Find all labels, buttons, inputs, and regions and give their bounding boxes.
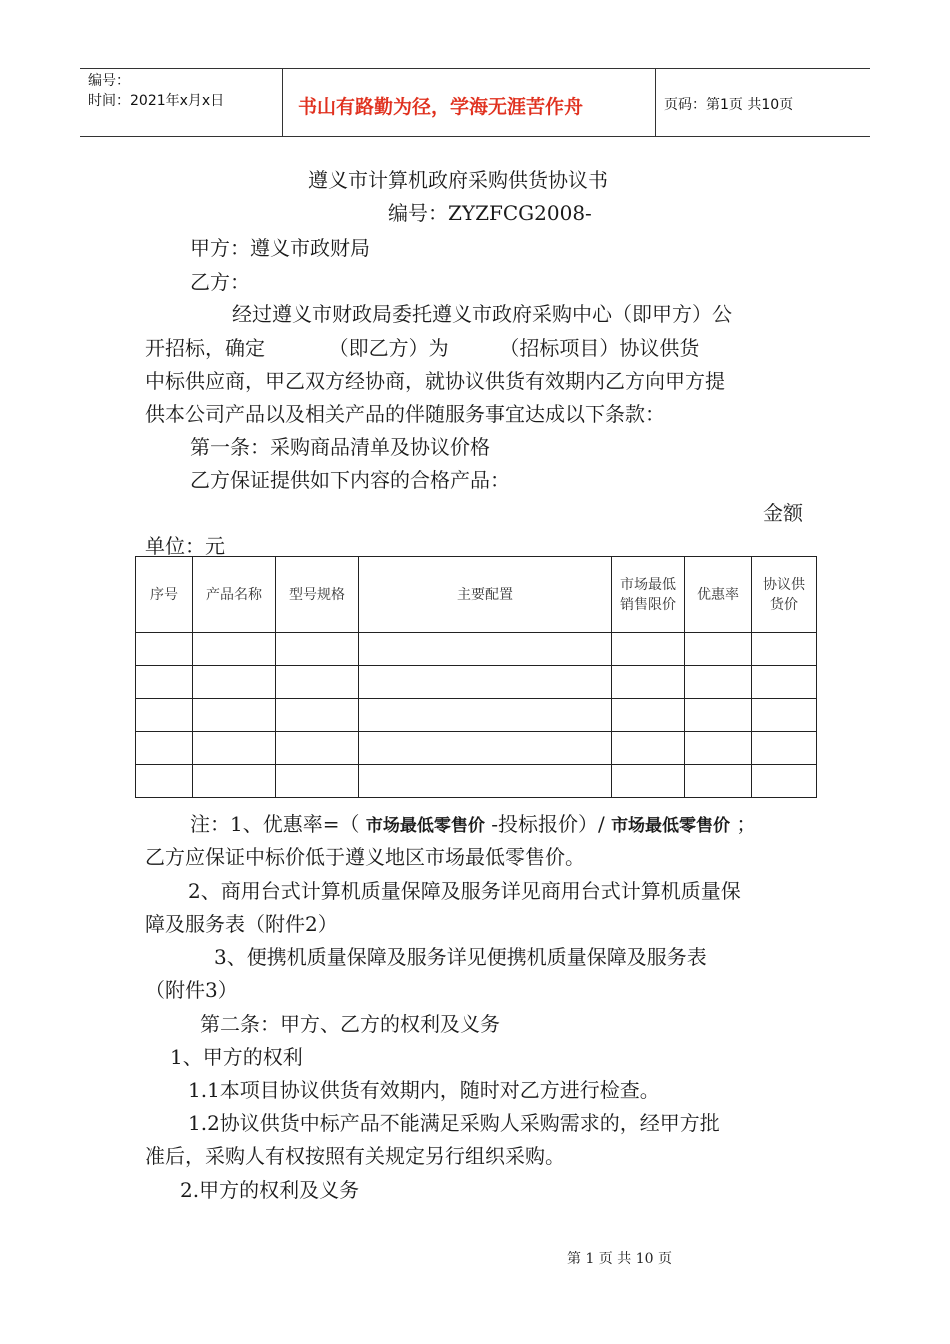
serial-label: 编号： (88, 73, 130, 89)
table-cell (359, 765, 612, 798)
note-2-line-2: 障及服务表（附件2） (145, 912, 338, 936)
table-cell (359, 732, 612, 765)
document-title: 遵义市计算机政府采购供货协议书 (308, 168, 608, 192)
table-row (136, 765, 817, 798)
table-cell (276, 633, 359, 666)
table-cell (276, 666, 359, 699)
article-2-item-1-2-line-1: 1.2协议供货中标产品不能满足采购人采购需求的，经甲方批 (188, 1111, 720, 1135)
intro-line-4: 供本公司产品以及相关产品的伴随服务事宜达成以下条款： (145, 402, 665, 426)
table-row (136, 732, 817, 765)
note-2-line-1: 2、商用台式计算机质量保障及服务详见商用台式计算机质量保 (188, 879, 741, 903)
header-cell-product-name: 产品名称 (193, 557, 276, 633)
amount-label: 金额 (763, 501, 803, 525)
guarantee-text: 乙方保证提供如下内容的合格产品： (190, 468, 510, 492)
note-3-line-2: （附件3） (145, 978, 238, 1002)
article-2-item-1-2-line-2: 准后，采购人有权按照有关规定另行组织采购。 (145, 1144, 565, 1168)
table-cell (136, 765, 193, 798)
table-cell (612, 732, 685, 765)
table-cell (685, 666, 752, 699)
note-1-line-2: 乙方应保证中标价低于遵义地区市场最低零售价。 (145, 845, 585, 869)
table-row (136, 666, 817, 699)
table-cell (752, 666, 817, 699)
table-cell (136, 699, 193, 732)
table-row (136, 699, 817, 732)
article-2-sub-1: 1、甲方的权利 (170, 1045, 303, 1069)
article-2-sub-2: 2.甲方的权利及义务 (180, 1178, 360, 1202)
header-cell-config: 主要配置 (359, 557, 612, 633)
motto: 书山有路勤为径，学海无涯苦作舟 (298, 96, 584, 118)
header-divider-left (282, 68, 283, 136)
note-1-bold-a: 市场最低零售价 (365, 816, 485, 836)
table-cell (612, 666, 685, 699)
note-1 (190, 810, 756, 840)
table-cell (193, 732, 276, 765)
table-cell (193, 765, 276, 798)
page-info: 页码：第1页 共10页 (664, 97, 794, 113)
header-divider-right (655, 68, 656, 136)
header-top-rule (80, 68, 870, 69)
time-label: 时间：2021年x月x日 (88, 93, 225, 109)
table-cell (612, 633, 685, 666)
document-number: 编号：ZYZFCG2008- (388, 201, 592, 225)
intro-line-3: 中标供应商，甲乙双方经协商，就协议供货有效期内乙方向甲方提 (145, 369, 725, 393)
header-cell-index: 序号 (136, 557, 193, 633)
header-cell-discount: 优惠率 (685, 557, 752, 633)
note-1-mid: -投标报价）/ (491, 812, 605, 836)
intro-line-1: 经过遵义市财政局委托遵义市政府采购中心（即甲方）公 (232, 302, 732, 326)
note-1-bold-b: 市场最低零售价 (611, 816, 731, 836)
article-2-item-1-1: 1.1本项目协议供货有效期内，随时对乙方进行检查。 (188, 1078, 660, 1102)
header-cell-market-price: 市场最低销售限价 (612, 557, 685, 633)
table-cell (193, 666, 276, 699)
note-1-end: ； (736, 812, 757, 836)
table-cell (612, 699, 685, 732)
table-cell (359, 666, 612, 699)
table-cell (752, 633, 817, 666)
table-cell (193, 633, 276, 666)
table-cell (685, 633, 752, 666)
table-cell (136, 732, 193, 765)
table-cell (685, 765, 752, 798)
header-cell-model: 型号规格 (276, 557, 359, 633)
table-cell (685, 699, 752, 732)
note-3-line-1: 3、便携机质量保障及服务详见便携机质量保障及服务表 (214, 945, 707, 969)
table-header-row (136, 557, 817, 633)
table-cell (276, 732, 359, 765)
product-price-table (135, 556, 817, 798)
intro-line-2: 开招标，确定 （即乙方）为 （招标项目）协议供货 (145, 336, 700, 360)
table-row (136, 633, 817, 666)
table-cell (193, 699, 276, 732)
unit-label: 单位：元 (145, 534, 225, 558)
table-cell (359, 699, 612, 732)
party-a: 甲方：遵义市政财局 (190, 236, 370, 260)
table-cell (752, 699, 817, 732)
table-cell (752, 732, 817, 765)
header-bottom-rule (80, 136, 870, 137)
table-cell (359, 633, 612, 666)
page-footer: 第 1 页 共 10 页 (567, 1251, 672, 1267)
table-cell (276, 699, 359, 732)
article-2-title: 第二条：甲方、乙方的权利及义务 (200, 1012, 500, 1036)
table-cell (612, 765, 685, 798)
note-1-prefix: 注：1、优惠率=（ (190, 812, 360, 836)
article-1-title: 第一条：采购商品清单及协议价格 (190, 435, 490, 459)
party-b: 乙方： (190, 270, 250, 294)
table-cell (685, 732, 752, 765)
table-cell (136, 633, 193, 666)
table-cell (136, 666, 193, 699)
table-cell (276, 765, 359, 798)
table-cell (752, 765, 817, 798)
header-cell-agreed-price: 协议供货价 (752, 557, 817, 633)
